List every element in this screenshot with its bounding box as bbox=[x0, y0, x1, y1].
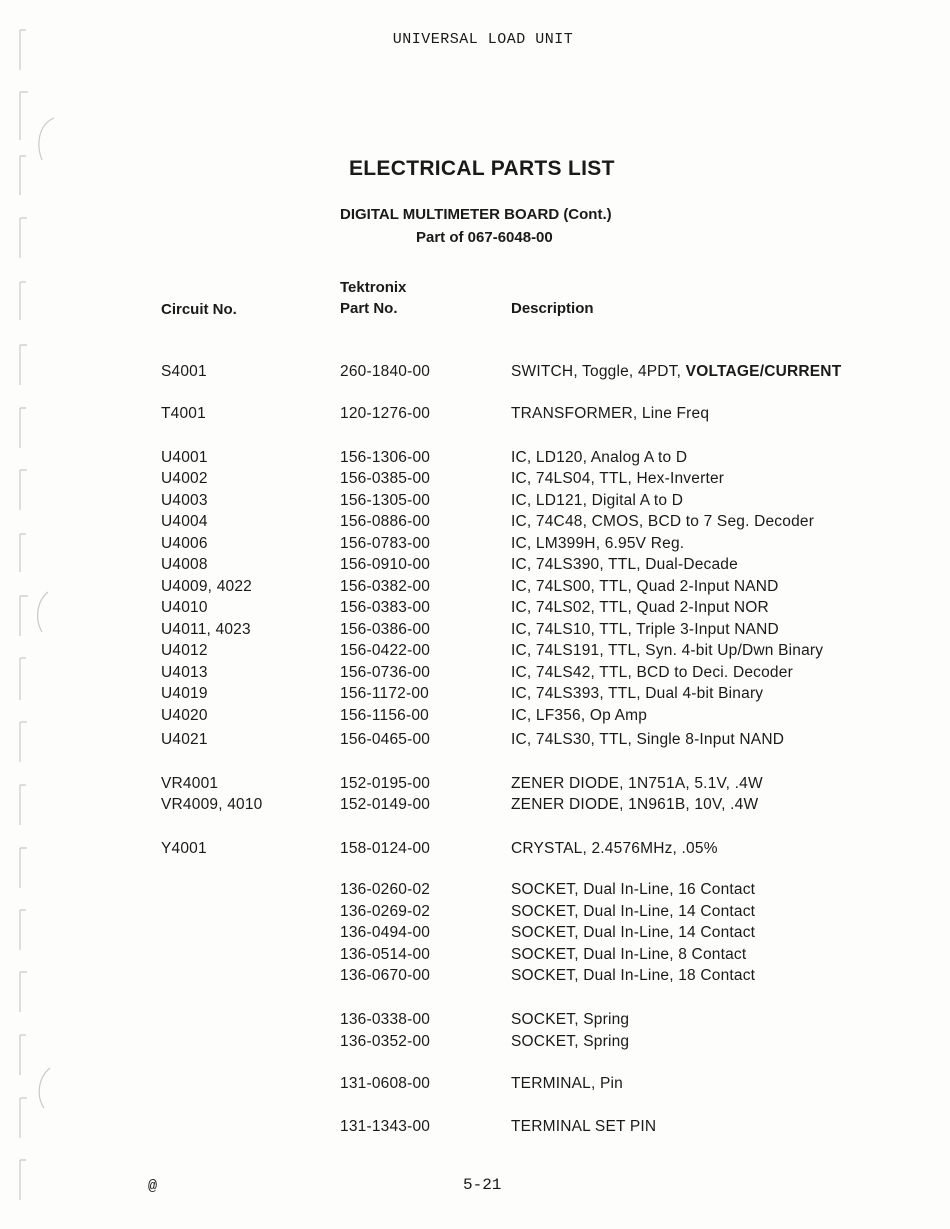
part-number: 156-0383-00 bbox=[340, 599, 431, 616]
description-text: SOCKET, Spring bbox=[511, 1011, 630, 1028]
table-row bbox=[0, 903, 950, 925]
description-text: SOCKET, Dual In-Line, 14 Contact bbox=[511, 924, 756, 941]
part-number: 131-1343-00 bbox=[340, 1118, 431, 1135]
part-description bbox=[511, 946, 746, 964]
description-text: ZENER DIODE, 1N961B, 10V, .4W bbox=[511, 796, 759, 813]
circuit-number: Y4001 bbox=[161, 840, 207, 857]
part-description bbox=[511, 685, 763, 703]
part-number: 156-0910-00 bbox=[340, 556, 431, 573]
part-number: 152-0195-00 bbox=[340, 775, 431, 792]
part-number: 136-0514-00 bbox=[340, 946, 431, 963]
circuit-number: U4003 bbox=[161, 492, 208, 509]
table-row bbox=[0, 513, 950, 535]
circuit-number: U4008 bbox=[161, 556, 208, 573]
part-number: 131-0608-00 bbox=[340, 1075, 431, 1092]
description-emphasis: VOLTAGE/CURRENT bbox=[685, 363, 842, 380]
column-header-description: Description bbox=[511, 300, 594, 317]
table-row bbox=[0, 1033, 950, 1055]
circuit-number: U4019 bbox=[161, 685, 208, 702]
part-description bbox=[511, 924, 755, 942]
description-text: IC, 74LS393, TTL, Dual 4-bit Binary bbox=[511, 685, 764, 702]
part-description bbox=[511, 1075, 623, 1093]
description-text: IC, 74LS10, TTL, Triple 3-Input NAND bbox=[511, 621, 779, 638]
column-header-circuit: Circuit No. bbox=[161, 301, 237, 318]
part-description bbox=[511, 578, 779, 596]
part-description bbox=[511, 1118, 656, 1136]
part-number: 136-0352-00 bbox=[340, 1033, 431, 1050]
table-row bbox=[0, 946, 950, 968]
table-row bbox=[0, 685, 950, 707]
description-text: SWITCH, Toggle, 4PDT, bbox=[511, 363, 686, 380]
section-title: DIGITAL MULTIMETER BOARD (Cont.) bbox=[340, 206, 612, 223]
part-description bbox=[511, 967, 755, 985]
table-row bbox=[0, 599, 950, 621]
description-text: SOCKET, Spring bbox=[511, 1033, 630, 1050]
circuit-number: U4001 bbox=[161, 449, 208, 466]
part-description bbox=[511, 449, 687, 467]
part-description bbox=[511, 492, 683, 510]
circuit-number: U4004 bbox=[161, 513, 208, 530]
description-text: IC, 74LS191, TTL, Syn. 4-bit Up/Dwn Binary bbox=[511, 642, 824, 659]
description-text: IC, 74LS390, TTL, Dual-Decade bbox=[511, 556, 738, 573]
part-description bbox=[511, 405, 709, 423]
description-text: IC, LM399H, 6.95V Reg. bbox=[511, 535, 685, 552]
description-text: SOCKET, Dual In-Line, 18 Contact bbox=[511, 967, 756, 984]
circuit-number: U4020 bbox=[161, 707, 208, 724]
part-number: 156-1305-00 bbox=[340, 492, 431, 509]
part-description bbox=[511, 470, 724, 488]
table-row bbox=[0, 578, 950, 600]
part-description bbox=[511, 840, 718, 858]
description-text: CRYSTAL, 2.4576MHz, .05% bbox=[511, 840, 718, 857]
part-description bbox=[511, 621, 779, 639]
description-text: TRANSFORMER, Line Freq bbox=[511, 405, 710, 422]
part-number: 136-0670-00 bbox=[340, 967, 431, 984]
part-description bbox=[511, 556, 738, 574]
description-text: IC, LF356, Op Amp bbox=[511, 707, 648, 724]
table-row bbox=[0, 405, 950, 427]
description-text: IC, 74LS42, TTL, BCD to Deci. Decoder bbox=[511, 664, 793, 681]
description-text: TERMINAL, Pin bbox=[511, 1075, 623, 1092]
table-row bbox=[0, 642, 950, 664]
description-text: IC, 74LS00, TTL, Quad 2-Input NAND bbox=[511, 578, 779, 595]
circuit-number: U4006 bbox=[161, 535, 208, 552]
part-number: 156-0465-00 bbox=[340, 731, 431, 748]
circuit-number: U4012 bbox=[161, 642, 208, 659]
circuit-number: S4001 bbox=[161, 363, 207, 380]
circuit-number: VR4001 bbox=[161, 775, 219, 792]
table-row bbox=[0, 535, 950, 557]
part-description bbox=[511, 513, 814, 531]
part-number: 156-1156-00 bbox=[340, 707, 429, 724]
table-row bbox=[0, 621, 950, 643]
description-text: IC, 74LS30, TTL, Single 8-Input NAND bbox=[511, 731, 785, 748]
part-number: 152-0149-00 bbox=[340, 796, 431, 813]
table-row bbox=[0, 492, 950, 514]
part-number: 136-0494-00 bbox=[340, 924, 431, 941]
part-number: 156-0385-00 bbox=[340, 470, 431, 487]
part-description bbox=[511, 363, 841, 381]
column-header-part-no: Part No. bbox=[340, 300, 398, 317]
description-text: SOCKET, Dual In-Line, 14 Contact bbox=[511, 903, 756, 920]
part-description bbox=[511, 731, 784, 749]
part-description bbox=[511, 1011, 629, 1029]
part-number: 156-0422-00 bbox=[340, 642, 431, 659]
part-description bbox=[511, 707, 647, 725]
part-description bbox=[511, 1033, 629, 1051]
table-row bbox=[0, 363, 950, 385]
publisher-mark: @ bbox=[148, 1178, 158, 1195]
part-number: 156-1306-00 bbox=[340, 449, 431, 466]
table-row bbox=[0, 470, 950, 492]
part-of-label: Part of 067-6048-00 bbox=[416, 229, 553, 246]
table-row bbox=[0, 775, 950, 797]
table-row bbox=[0, 449, 950, 471]
part-description bbox=[511, 535, 684, 553]
part-number: 156-0382-00 bbox=[340, 578, 431, 595]
table-row bbox=[0, 881, 950, 903]
table-row bbox=[0, 1011, 950, 1033]
table-row bbox=[0, 967, 950, 989]
circuit-number: VR4009, 4010 bbox=[161, 796, 263, 813]
part-number: 156-0736-00 bbox=[340, 664, 431, 681]
table-row bbox=[0, 556, 950, 578]
part-description bbox=[511, 664, 793, 682]
part-number: 136-0269-02 bbox=[340, 903, 431, 920]
part-number: 156-0386-00 bbox=[340, 621, 431, 638]
description-text: IC, LD121, Digital A to D bbox=[511, 492, 684, 509]
circuit-number: T4001 bbox=[161, 405, 206, 422]
circuit-number: U4010 bbox=[161, 599, 208, 616]
part-description bbox=[511, 599, 769, 617]
table-row bbox=[0, 1118, 950, 1140]
description-text: ZENER DIODE, 1N751A, 5.1V, .4W bbox=[511, 775, 763, 792]
part-number: 136-0260-02 bbox=[340, 881, 431, 898]
part-description bbox=[511, 881, 755, 899]
running-header: UNIVERSAL LOAD UNIT bbox=[392, 31, 574, 48]
table-row bbox=[0, 707, 950, 729]
table-row bbox=[0, 731, 950, 753]
circuit-number: U4021 bbox=[161, 731, 208, 748]
page-number: 5-21 bbox=[463, 1176, 502, 1194]
part-number: 156-0886-00 bbox=[340, 513, 431, 530]
part-number: 156-0783-00 bbox=[340, 535, 431, 552]
table-row bbox=[0, 664, 950, 686]
description-text: IC, 74LS04, TTL, Hex-Inverter bbox=[511, 470, 725, 487]
part-number: 136-0338-00 bbox=[340, 1011, 431, 1028]
table-row bbox=[0, 1075, 950, 1097]
description-text: IC, 74C48, CMOS, BCD to 7 Seg. Decoder bbox=[511, 513, 815, 530]
part-number: 158-0124-00 bbox=[340, 840, 431, 857]
column-header-tektronix: Tektronix bbox=[340, 279, 407, 296]
part-description bbox=[511, 775, 763, 793]
description-text: SOCKET, Dual In-Line, 8 Contact bbox=[511, 946, 747, 963]
description-text: SOCKET, Dual In-Line, 16 Contact bbox=[511, 881, 756, 898]
description-text: TERMINAL SET PIN bbox=[511, 1118, 657, 1135]
part-number: 120-1276-00 bbox=[340, 405, 431, 422]
table-row bbox=[0, 924, 950, 946]
description-text: IC, LD120, Analog A to D bbox=[511, 449, 688, 466]
part-number: 156-1172-00 bbox=[340, 685, 429, 702]
table-row bbox=[0, 840, 950, 862]
part-description bbox=[511, 642, 823, 660]
part-number: 260-1840-00 bbox=[340, 363, 431, 380]
circuit-number: U4009, 4022 bbox=[161, 578, 252, 595]
description-text: IC, 74LS02, TTL, Quad 2-Input NOR bbox=[511, 599, 769, 616]
page-title: ELECTRICAL PARTS LIST bbox=[349, 157, 615, 180]
table-row bbox=[0, 796, 950, 818]
part-description bbox=[511, 796, 758, 814]
circuit-number: U4013 bbox=[161, 664, 208, 681]
circuit-number: U4002 bbox=[161, 470, 208, 487]
circuit-number: U4011, 4023 bbox=[161, 621, 251, 638]
part-description bbox=[511, 903, 755, 921]
